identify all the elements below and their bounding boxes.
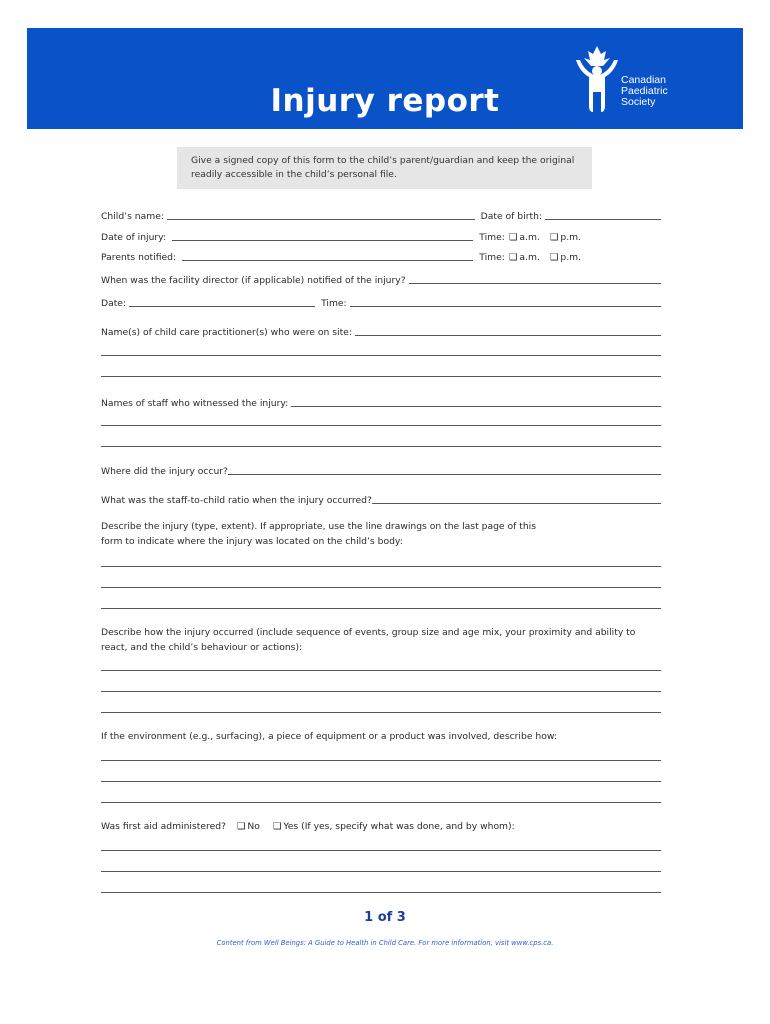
org-line: Paediatric (621, 85, 668, 97)
first-aid-label: Was first aid administered? (101, 821, 226, 832)
no-checkbox[interactable]: ❏ (236, 821, 246, 832)
ratio-label: What was the staff-to-child ratio when the injury occurred? (101, 495, 372, 506)
practitioners-label: Name(s) of child care practitioner(s) who were on site: (101, 327, 352, 338)
director-notified-row (101, 272, 661, 286)
pm-checkbox[interactable]: ❏ (549, 232, 559, 243)
pm-label: p.m. (560, 252, 581, 263)
prompt-line: Describe the injury (type, extent). If appropriate, use the line drawings on the last page of this (101, 521, 537, 532)
witnesses-field[interactable] (291, 406, 661, 407)
how-line[interactable] (101, 670, 661, 671)
prompt-line: form to indicate where the injury was located on the child’s body: (101, 536, 403, 547)
how-line[interactable] (101, 712, 661, 713)
org-line: Canadian (621, 74, 666, 86)
instructions-box (177, 147, 592, 189)
ratio-row (101, 492, 661, 506)
date-field[interactable] (129, 306, 315, 307)
ratio-field[interactable] (372, 503, 661, 504)
org-line: Society (621, 96, 656, 108)
child-name-label: Child’s name: (101, 211, 164, 222)
date-of-injury-row (101, 229, 661, 243)
first-aid-line[interactable] (101, 871, 661, 872)
first-aid-line[interactable] (101, 892, 661, 893)
am-checkbox[interactable]: ❏ (508, 252, 518, 263)
time-field[interactable] (350, 306, 661, 307)
page-title: Injury report (270, 83, 500, 119)
parents-notified-row (101, 249, 661, 263)
injury-time-label: Time: (479, 232, 505, 243)
environment-prompt (101, 729, 661, 744)
parents-notified-label: Parents notified: (101, 252, 177, 263)
pm-checkbox[interactable]: ❏ (549, 252, 559, 263)
describe-injury-prompt (101, 519, 661, 549)
injury-line[interactable] (101, 566, 661, 567)
injury-line[interactable] (101, 608, 661, 609)
how-occurred-prompt (101, 625, 661, 655)
am-checkbox[interactable]: ❏ (508, 232, 518, 243)
prompt-line: react, and the child’s behaviour or actions): (101, 642, 303, 653)
date-label: Date: (101, 298, 127, 309)
witnesses-line[interactable] (101, 425, 661, 426)
environment-line[interactable] (101, 802, 661, 803)
injury-line[interactable] (101, 587, 661, 588)
where-label: Where did the injury occur? (101, 466, 228, 477)
first-aid-line[interactable] (101, 850, 661, 851)
director-notified-field[interactable] (409, 283, 661, 284)
practitioners-line[interactable] (101, 355, 661, 356)
child-name-field[interactable] (167, 219, 475, 220)
practitioners-row (101, 324, 661, 338)
cps-logo-icon (572, 44, 622, 116)
instructions-line: readily accessible in the child’s personal file. (191, 169, 397, 180)
where-row (101, 463, 661, 477)
environment-line[interactable] (101, 760, 661, 761)
no-label: No (247, 821, 260, 832)
am-label: a.m. (519, 252, 540, 263)
witnesses-row (101, 395, 661, 409)
time-label: Time: (321, 298, 347, 309)
prompt-line: Describe how the injury occurred (include sequence of events, group size and age mix, your proximity and ability to (101, 627, 636, 638)
pm-label: p.m. (560, 232, 581, 243)
page-number: 1 of 3 (364, 910, 406, 925)
practitioners-field[interactable] (355, 335, 661, 336)
where-field[interactable] (228, 474, 661, 475)
date-of-injury-field[interactable] (172, 240, 473, 241)
parents-notified-field[interactable] (182, 260, 473, 261)
witnesses-line[interactable] (101, 446, 661, 447)
dob-label: Date of birth: (480, 211, 542, 222)
am-label: a.m. (519, 232, 540, 243)
prompt-line: If the environment (e.g., surfacing), a piece of equipment or a product was involved, describe how: (101, 731, 557, 742)
child-name-row (101, 208, 661, 222)
parents-time-label: Time: (479, 252, 505, 263)
environment-line[interactable] (101, 781, 661, 782)
yes-label: Yes (If yes, specify what was done, and by whom): (283, 821, 515, 832)
org-name (621, 75, 668, 108)
how-line[interactable] (101, 691, 661, 692)
instructions-line: Give a signed copy of this form to the child’s parent/guardian and keep the original (191, 155, 575, 166)
practitioners-line[interactable] (101, 376, 661, 377)
date-of-injury-label: Date of injury: (101, 232, 167, 243)
yes-checkbox[interactable]: ❏ (272, 821, 282, 832)
witnesses-label: Names of staff who witnessed the injury: (101, 398, 289, 409)
director-notified-label: When was the facility director (if applicable) notified of the injury? (101, 275, 406, 286)
dob-field[interactable] (545, 219, 661, 220)
footer-credit: Content from Well Beings: A Guide to Health in Child Care. For more information, visit www.cps.ca. (216, 939, 554, 947)
first-aid-prompt (101, 819, 661, 834)
date-time-row (101, 295, 661, 309)
